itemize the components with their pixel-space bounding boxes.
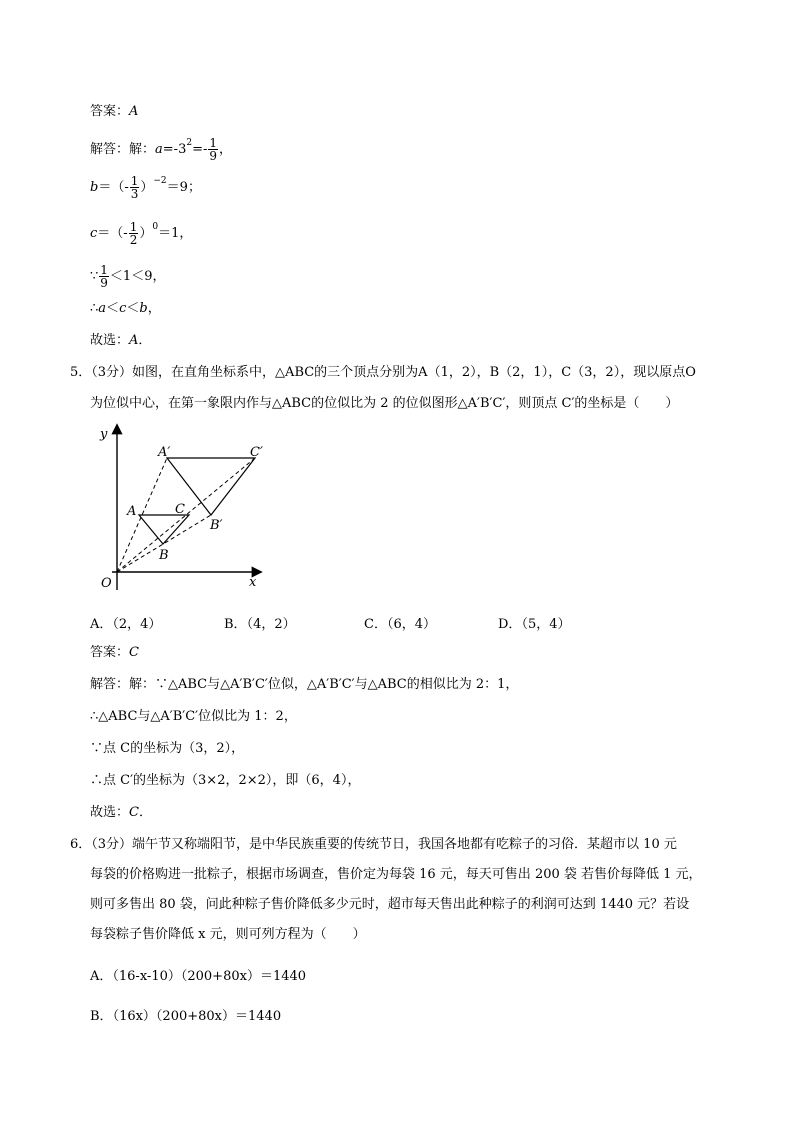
b-frac-num: 1 [130,174,139,188]
q6-option-a[interactable] [90,965,306,984]
solution-label: 解答：解： [90,142,156,157]
option-text: （16x）（200+80x）＝1440 [112,1009,282,1024]
solution-text: ∴△ABC与△A′B′C′位似比为 1：2， [90,709,297,724]
q5-choose [90,805,152,821]
triangle-ABC [139,515,189,544]
label-B: B [159,548,169,563]
label-C-prime: C′ [250,445,263,460]
label-C: C [175,502,185,517]
c-frac-den: 2 [129,233,138,247]
solution-text: ∴点 C′的坐标为（3×2，2×2），即（6，4）， [90,773,361,788]
question-number: 5． [70,365,92,380]
answer-label: 答案： [90,104,130,119]
option-letter: B． [90,1009,113,1024]
label-A: A [127,504,137,519]
q5-option-b[interactable] [224,613,296,632]
answer-label: 答案： [90,645,130,660]
q5-coordinate-figure [90,420,280,596]
q6-stem-text: 则可多售出 80 袋，问此种粽子售价降低多少元时，超市每天售出此种粽子的利润可达到 1440 元？若设 [90,897,690,912]
a-fraction [208,137,218,162]
c-frac-num: 1 [129,220,138,234]
b-frac-den: 3 [130,187,139,201]
var-a: a [155,142,163,157]
q6-stem-text: （3分）端午节又称端阳节，是中华民族重要的传统节日，我国各地都有吃粽子的习俗．某超市以 10 元 [91,837,677,852]
order-lt: ＜ [106,301,120,316]
a-expr: =-3 [162,142,187,157]
a-eq: =- [192,142,208,157]
origin-label: O [101,576,112,591]
option-text: （6，4） [386,617,436,632]
order-b: b [139,301,148,316]
option-text: （2，4） [112,617,162,632]
order-c: c [119,301,127,316]
q5-option-d[interactable] [498,613,570,632]
label-A-prime: A′ [158,445,171,460]
q4-choose [90,333,151,349]
ineq-frac-den: 9 [100,276,108,290]
choose-value: C [129,805,139,820]
comma: ， [219,142,233,157]
q6-stem-line2 [90,867,702,883]
q5-solution-line1 [90,677,518,693]
q6-stem-line3 [90,897,689,913]
option-text: （4，2） [246,617,296,632]
q5-stem-text: （3分）如图，在直角坐标系中，△ABC的三个顶点分别为A（1，2），B（2，1），C（3，2），现以原点O [91,365,696,380]
q5-option-a[interactable] [90,613,161,632]
q5-solution-line3 [90,741,244,757]
q6-stem-line4 [90,927,366,943]
ineq-fraction [99,264,109,289]
option-letter: A． [90,617,113,632]
a-frac-num: 1 [209,136,218,150]
ineq-frac-num: 1 [100,263,108,277]
b-exponent: −2 [153,176,167,186]
b-fraction [130,175,140,200]
option-text: （16-x-10）（200+80x）＝1440 [112,969,307,984]
q5-solution-line2 [90,709,297,725]
q5-answer [90,645,139,661]
b-result: ＝9； [166,180,201,195]
order-lt: ＜ [126,301,140,316]
var-c: c [90,226,98,241]
var-b: b [90,180,99,195]
q4-answer [90,104,138,120]
c-close: ） [139,226,153,241]
a-exponent: 2 [186,138,193,148]
because-symbol: ∵ [90,269,99,284]
option-text: （5，4） [521,617,571,632]
q5-stem-line2 [90,396,678,412]
b-open: ＝（- [98,180,129,195]
option-letter: C． [364,617,387,632]
q5-option-c[interactable] [364,613,436,632]
solution-text: 解答：解：∵△ABC与△A′B′C′位似，△A′B′C′与△ABC的相似比为 2：1， [90,677,519,692]
label-B-prime: B′ [210,518,223,533]
order-a: a [98,301,107,316]
c-result: ＝1， [158,226,193,241]
q6-stem-text: 每袋的价格购进一批粽子，根据市场调查，售价定为每袋 16 元，每天可售出 200 袋 若售价每降低 1 元， [90,867,702,882]
ineq-rest: ＜1＜9， [109,269,166,284]
x-label: x [249,575,257,590]
q5-solution-line4 [90,773,360,789]
c-fraction [129,221,139,246]
solution-text: ∵点 C的坐标为（3，2）， [90,741,245,756]
choose-end: ． [138,805,152,820]
c-open: ＝（- [97,226,128,241]
b-close: ） [140,180,154,195]
y-label: y [100,427,108,442]
choose-value: A [129,333,139,348]
choose-label: 故选： [90,805,130,820]
therefore-symbol: ∴ [90,301,99,316]
order-end: ， [147,301,161,316]
q5-stem-text: 为位似中心，在第一象限内作与△ABC的位似比为 2 的位似图形△A′B′C′，则顶点 C′的坐标是（ ） [90,396,679,411]
option-letter: D． [498,617,522,632]
q5-stem-line1 [70,365,696,381]
q4-inequality [90,264,165,289]
choose-end: ． [138,333,152,348]
q4-solution-b [90,175,201,200]
q6-stem-line1 [70,837,677,853]
q4-solution-c [90,221,192,246]
q6-stem-text: 每袋粽子售价降低 x 元，则可列方程为（ ） [90,927,366,942]
answer-value: C [129,645,139,660]
choose-label: 故选： [90,333,130,348]
answer-value: A [129,104,139,119]
question-number: 6． [70,837,92,852]
c-exponent: 0 [152,222,159,232]
q4-solution-a [90,137,232,162]
a-frac-den: 9 [209,149,218,163]
q6-option-b[interactable] [90,1005,281,1024]
q4-order [90,301,161,317]
option-letter: B． [224,617,247,632]
option-letter: A． [90,969,113,984]
